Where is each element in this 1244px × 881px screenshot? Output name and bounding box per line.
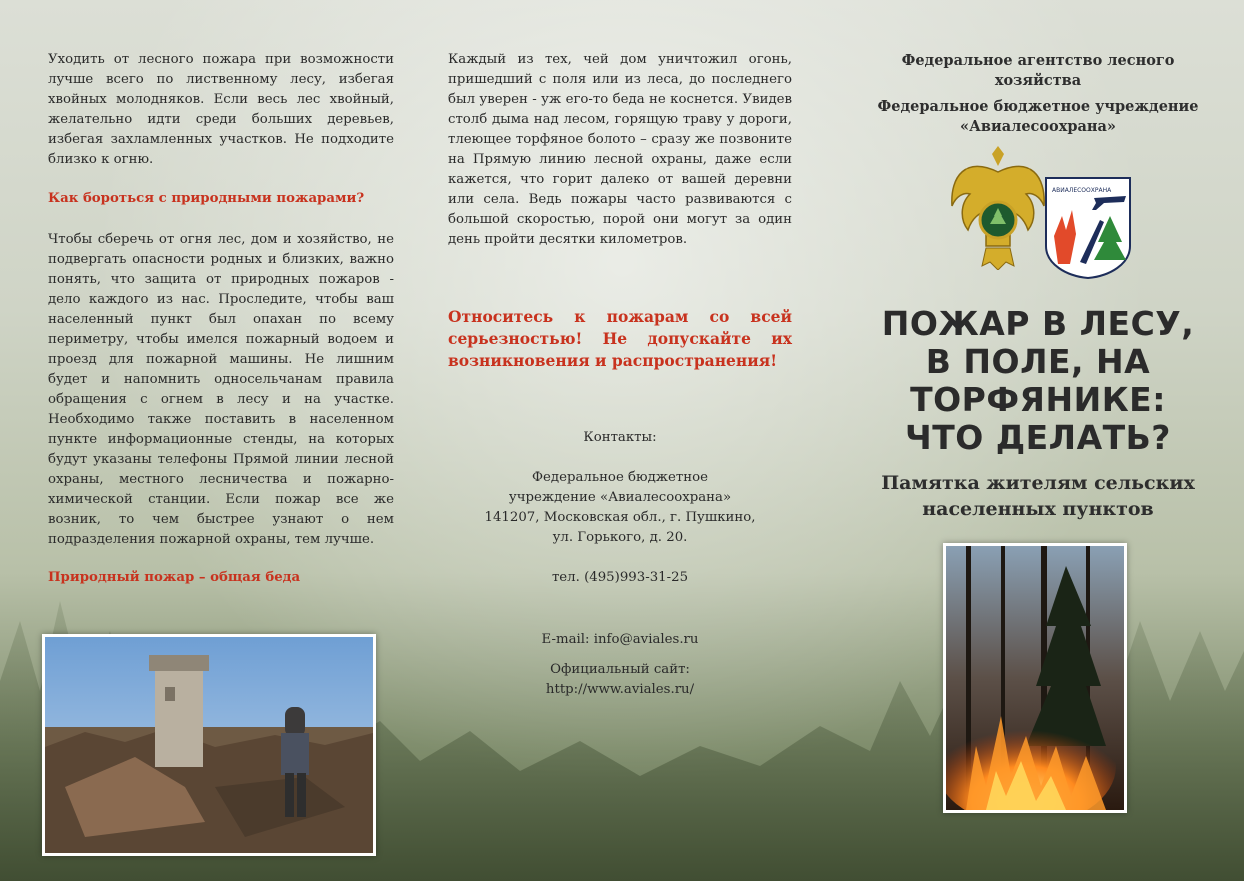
contacts-org-line2: учреждение «Авиалесоохрана» [508,490,732,505]
burned-house-photo [42,634,376,856]
warning-paragraph: Каждый из тех, чей дом уничтожил огонь, пришедший с поля или из леса, до последнего был уверен - уж его-то беда не коснется. Увидев столб дыма над лесом, горящую траву у дороги, тлеющее торфяное болото – сразу же позвоните на Прямую линию лесной охраны, даже если кажется, что горит далеко от вашей деревни или села. Ведь пожары часто развиваются с большой скоростью, порой они могут за один день пройти десятки километров. [448,52,792,247]
agency-name: Федеральное агентство лесного хозяйства [901,52,1175,89]
evacuation-paragraph: Уходить от лесного пожара при возможности лучше всего по лиственному лесу, избегая хвойных молодняков. Если весь лес хвойный, желательно идти среди больших деревьев, избегая захламленных участков. Не подходите близко к огню. [48,52,394,167]
double-headed-eagle-emblem-icon [946,146,1050,270]
forest-fire-photo [943,543,1127,813]
subtitle: Памятка жителям сельских населенных пунктов [881,472,1195,520]
contacts-address1: 141207, Московская обл., г. Пушкино, [484,510,756,525]
contacts-phone: тел. (495)993-31-25 [551,570,689,585]
contacts-address2: ул. Горького, д. 20. [552,530,688,545]
main-title: ПОЖАР В ЛЕСУ, В ПОЛЕ, НА ТОРФЯНИКЕ: ЧТО ДЕЛАТЬ? [881,304,1195,457]
fight-fires-heading: Как бороться с природными пожарами? [48,191,365,206]
contacts-label: Контакты: [583,430,657,445]
institution-name: Федеральное бюджетное учреждение «Авиалесоохрана» [877,98,1199,135]
protection-paragraph: Чтобы сберечь от огня лес, дом и хозяйство, не подвергать опасности родных и близких, важно понять, что защита от природных пожаров - дело каждого из нас. Проследите, чтобы ваш населенный пункт был опахан по всему периметру, чтобы имелся пожарный водоем и проезд для пожарной машины. Не лишним будет и напомнить односельчанам правила обращения с огнем в лесу и на участке. Необходимо также поставить в населенном пункте информационные стенды, на которых будут указаны телефоны Прямой линии лесной охраны, местного лесничества и пожарно-химической станции. Если пожар все же возник, то чем быстрее узнают о нем подразделения пожарной охраны, тем лучше. [48,232,394,547]
contacts-site-url[interactable]: http://www.aviales.ru/ [545,682,695,697]
contacts-org-line1: Федеральное бюджетное [531,470,708,485]
svg-text:АВИАЛЕСООХРАНА: АВИАЛЕСООХРАНА [1052,187,1112,194]
common-disaster-heading: Природный пожар – общая беда [48,570,301,585]
contacts-block [448,428,792,700]
contacts-email[interactable]: E-mail: info@aviales.ru [541,632,699,647]
middle-panel [448,0,792,881]
contacts-site-label: Официальный сайт: [550,662,690,677]
seriousness-warning: Относитесь к пожарам со всей серьезностью! Не допускайте их возникновения и распространения! [448,306,792,370]
avialesookhrana-logo-icon [1044,176,1132,280]
